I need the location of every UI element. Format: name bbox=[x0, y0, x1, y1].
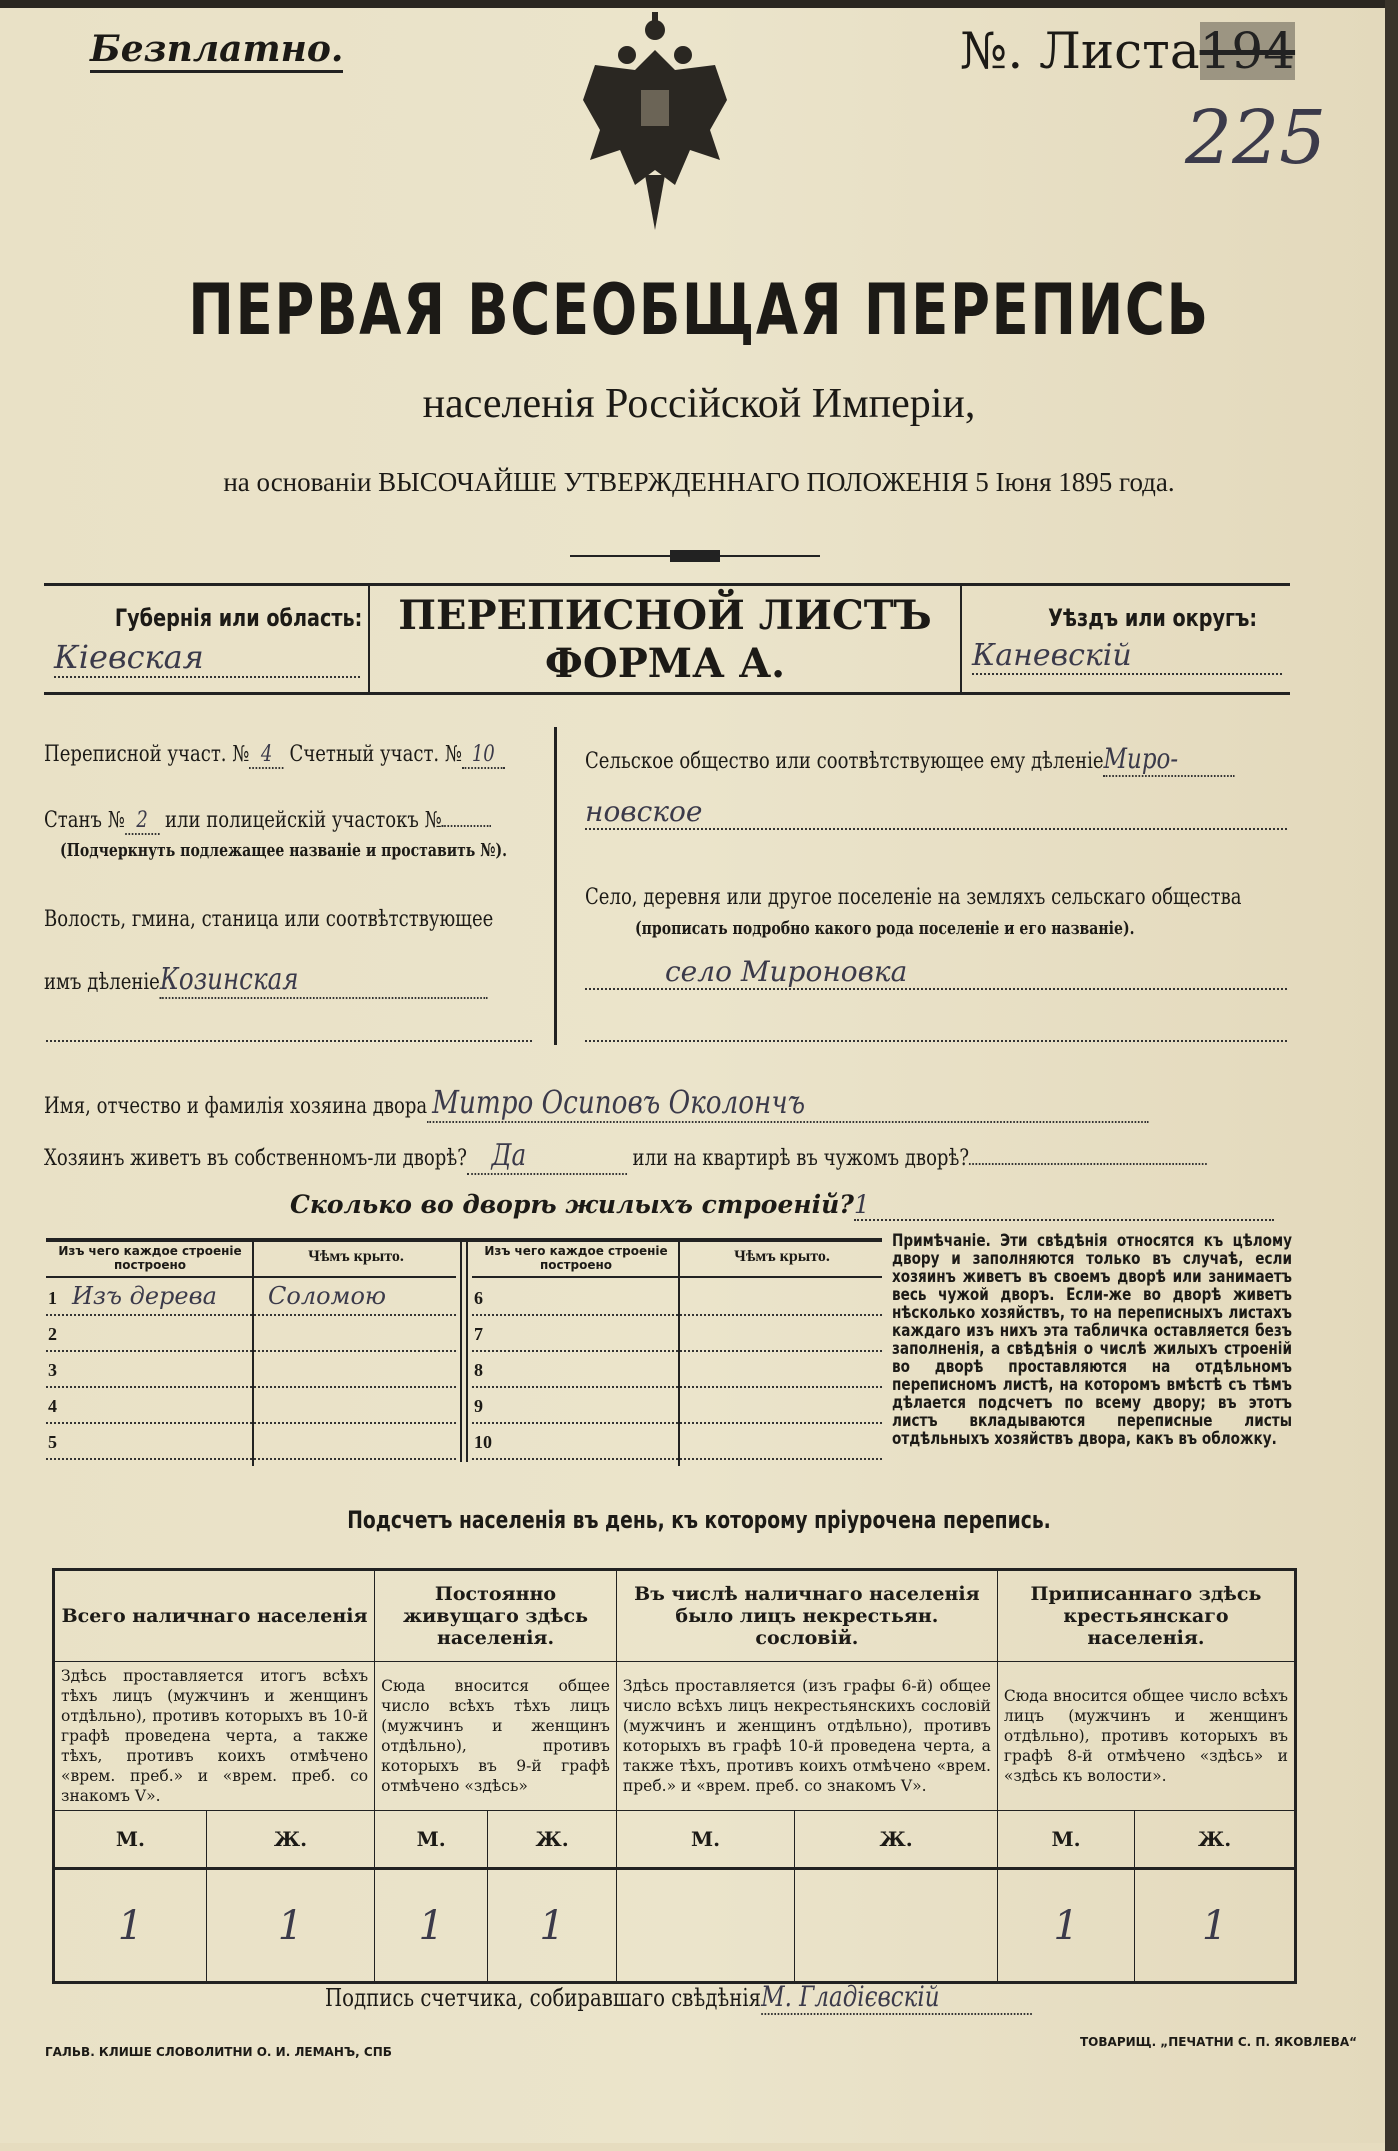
enumerator-signature: М. Гладієвскій bbox=[761, 1980, 1032, 2015]
building-material: Изъ дерева bbox=[72, 1282, 217, 1310]
group-description: Сюда вносится общее число всѣхъ тѣхъ лицъ (мужчинъ и женщинъ отдѣльно), противъ которыхъ въ 9-й графѣ отмѣчено «здѣсь» bbox=[375, 1662, 617, 1811]
scan-edge bbox=[1385, 0, 1398, 2151]
row-number: 3 bbox=[48, 1360, 57, 1380]
form-header bbox=[44, 583, 1290, 695]
male-header: М. bbox=[616, 1811, 794, 1869]
buildings-row bbox=[46, 1354, 456, 1388]
rented-label: или на квартирѣ въ чужомъ дворѣ? bbox=[632, 1146, 970, 1171]
village-value: село Мироновка bbox=[585, 955, 1287, 990]
col-roof-header: Чѣмъ крыто. bbox=[734, 1248, 830, 1265]
signature-row bbox=[325, 1980, 1032, 2015]
column-divider bbox=[554, 727, 557, 1045]
stan-row bbox=[44, 808, 491, 833]
group-title: Постоянно живущаго здѣсь населенія. bbox=[375, 1570, 617, 1662]
count-heading-wrap bbox=[0, 1506, 1398, 1534]
blank-line bbox=[46, 1040, 532, 1042]
sheet-number-label: №. Листа bbox=[960, 22, 1200, 80]
buildings-subtable bbox=[46, 1242, 456, 1462]
female-count: 1 bbox=[488, 1869, 617, 1983]
volost-label-2: имъ дѣленіе bbox=[44, 970, 160, 995]
free-label: Безплатно. bbox=[90, 28, 343, 73]
stan-label: Станъ № bbox=[44, 808, 125, 833]
col-roof-header: Чѣмъ крыто. bbox=[308, 1248, 404, 1265]
own-yard-row bbox=[44, 1138, 1207, 1175]
owner-label: Имя, отчество и фамилія хозяина двора bbox=[44, 1094, 428, 1119]
count-heading: Подсчетъ населенія въ день, къ которому пріурочена перепись. bbox=[347, 1506, 1051, 1534]
police-label: или полицейскій участокъ № bbox=[165, 808, 442, 833]
double-headed-eagle-emblem bbox=[575, 10, 735, 235]
document-title: ПЕРВАЯ ВСЕОБЩАЯ ПЕРЕПИСЬ bbox=[188, 269, 1210, 351]
buildings-row bbox=[472, 1318, 882, 1352]
group-title: Приписаннаго здѣсь крестьянскаго населенія. bbox=[997, 1570, 1295, 1662]
form-subtitle: ФОРМА А. bbox=[544, 640, 786, 687]
owner-row bbox=[44, 1083, 1149, 1123]
male-header: М. bbox=[997, 1811, 1134, 1869]
owner-value: Митро Осиповъ Околончъ bbox=[427, 1083, 1149, 1123]
form-title-text: ПЕРЕПИСНОЙ ЛИСТЪ bbox=[398, 592, 932, 639]
printer-credit-right: ТОВАРИЩ. „ПЕЧАТНИ С. П. ЯКОВЛЕВА“ bbox=[1080, 2035, 1358, 2049]
female-header: Ж. bbox=[1135, 1811, 1296, 1869]
uezd-box bbox=[960, 586, 1290, 692]
form-title bbox=[370, 592, 960, 688]
ornament-divider bbox=[570, 547, 820, 565]
row-number: 1 bbox=[48, 1288, 57, 1308]
society-row bbox=[585, 742, 1235, 777]
male-count bbox=[616, 1869, 794, 1983]
double-divider bbox=[460, 1242, 468, 1462]
village-label: Село, деревня или другое поселеніе на земляхъ сельскаго общества bbox=[585, 885, 1242, 910]
buildings-row bbox=[472, 1426, 882, 1460]
gubernia-box bbox=[44, 586, 370, 692]
female-count: 1 bbox=[1135, 1869, 1296, 1983]
legal-basis: на основаніи ВЫСОЧАЙШЕ УТВЕРЖДЕННАГО ПОЛОЖЕНІЯ 5 Іюня 1895 года. bbox=[223, 467, 1175, 497]
census-district-label: Переписной участ. № bbox=[44, 742, 250, 767]
sheet-number bbox=[960, 22, 1295, 80]
male-count: 1 bbox=[375, 1869, 488, 1983]
group-description: Здѣсь проставляется итогъ всѣхъ тѣхъ лицъ (мужчинъ и женщинъ отдѣльно), противъ которыхъ въ 10-й графѣ проведена черта, а также тѣхъ, противъ коихъ отмѣчено «врем. преб.» и «врем. преб. со знакомъ V». bbox=[54, 1662, 375, 1811]
stan-value: 2 bbox=[125, 808, 159, 835]
building-roof: Соломою bbox=[268, 1282, 387, 1310]
note-text: Примѣчаніе. Эти свѣдѣнія относятся къ цѣлому двору и заполняются только въ случаѣ, если хозяинъ живетъ въ своемъ дворѣ или занимаетъ весь чужой дворъ. Если-же во дворѣ живетъ нѣсколько хозяйствъ, то на переписныхъ листахъ каждаго изъ нихъ эта табличка оставляется безъ заполненія, а свѣдѣнія о числѣ жилыхъ строеній во дворѣ проставляются на отдѣльномъ переписномъ листѣ, на которомъ вмѣстѣ съ тѣмъ дѣлается подсчетъ по всему двору; въ этотъ листъ вкладываются переписные листы отдѣльныхъ хозяйствъ двора, какъ въ обложку. bbox=[892, 1231, 1292, 1449]
row-number: 9 bbox=[474, 1396, 483, 1416]
uezd-label: Уѣздъ или округъ: bbox=[1048, 604, 1258, 632]
buildings-row bbox=[46, 1390, 456, 1424]
volost-label: Волость, гмина, станица или соотвѣтствующее bbox=[44, 907, 494, 932]
blank-line bbox=[585, 1040, 1287, 1042]
row-number: 2 bbox=[48, 1324, 57, 1344]
buildings-value: 1 bbox=[854, 1190, 1274, 1221]
scan-edge bbox=[0, 0, 1398, 8]
buildings-row bbox=[472, 1282, 882, 1316]
sheet-number-printed: 194 bbox=[1199, 22, 1296, 80]
buildings-label: Сколько во дворѣ жилыхъ строеній? bbox=[290, 1190, 854, 1219]
sheet-number-handwritten: 225 bbox=[1185, 95, 1327, 181]
own-yard-label: Хозяинъ живетъ въ собственномъ-ли дворѣ? bbox=[44, 1146, 467, 1171]
female-header: Ж. bbox=[488, 1811, 617, 1869]
volost-row bbox=[44, 962, 488, 999]
group-title: Всего наличнаго населенія bbox=[54, 1570, 375, 1662]
buildings-row bbox=[472, 1390, 882, 1424]
row-number: 4 bbox=[48, 1396, 57, 1416]
count-district-value: 10 bbox=[462, 742, 505, 769]
census-district-value: 4 bbox=[249, 742, 283, 769]
female-header: Ж. bbox=[206, 1811, 374, 1869]
society-value: Миро- bbox=[1104, 742, 1235, 777]
col-material-header: Изъ чего каждое строеніе построено bbox=[484, 1244, 668, 1272]
buildings-subtable bbox=[472, 1242, 882, 1462]
row-number: 6 bbox=[474, 1288, 483, 1308]
buildings-row bbox=[472, 1354, 882, 1388]
group-description: Здѣсь проставляется (изъ графы 6-й) общее число всѣхъ лицъ некрестьянскихъ сословій (мужчинъ и женщинъ отдѣльно), противъ которыхъ въ графѣ 10-й проведена черта, а также тѣхъ, противъ коихъ отмѣчено «врем. преб.» и «врем. преб. со знакомъ V». bbox=[616, 1662, 997, 1811]
gubernia-value: Кіевская bbox=[54, 638, 360, 678]
buildings-table bbox=[46, 1238, 882, 1462]
gubernia-label: Губернія или область: bbox=[114, 604, 363, 632]
male-header: М. bbox=[375, 1811, 488, 1869]
uezd-value: Каневскій bbox=[972, 638, 1282, 675]
row-number: 5 bbox=[48, 1432, 57, 1452]
signature-label: Подпись счетчика, собиравшаго свѣдѣнія bbox=[325, 1984, 762, 2012]
village-hint: (прописать подробно какого рода поселеніе и его названіе). bbox=[635, 918, 1135, 939]
row-number: 10 bbox=[474, 1432, 492, 1452]
buildings-row bbox=[46, 1426, 456, 1460]
female-count: 1 bbox=[206, 1869, 374, 1983]
society-label: Сельское общество или соотвѣтствующее ему дѣленіе bbox=[585, 749, 1104, 774]
printer-credit-left: ГАЛЬВ. КЛИШЕ СЛОВОЛИТНИ О. И. ЛЕМАНЪ, СПБ bbox=[45, 2045, 392, 2059]
col-material-header: Изъ чего каждое строеніе построено bbox=[58, 1244, 242, 1272]
row-number: 8 bbox=[474, 1360, 483, 1380]
own-yard-value: Да bbox=[467, 1138, 627, 1175]
female-header: Ж. bbox=[795, 1811, 998, 1869]
male-count: 1 bbox=[54, 1869, 207, 1983]
society-value-continued: новское bbox=[585, 795, 1287, 830]
district-row bbox=[44, 742, 505, 767]
document-subtitle: населенія Россійской Имперіи, bbox=[422, 381, 976, 427]
volost-value: Козинская bbox=[160, 962, 488, 999]
male-count: 1 bbox=[997, 1869, 1134, 1983]
buildings-row bbox=[46, 1318, 456, 1352]
group-title: Въ числѣ наличнаго населенія было лицъ некрестьян. сословій. bbox=[616, 1570, 997, 1662]
buildings-row bbox=[290, 1190, 1274, 1221]
population-count-table bbox=[52, 1568, 1297, 1984]
male-header: М. bbox=[54, 1811, 207, 1869]
count-district-label: Счетный участ. № bbox=[289, 742, 462, 767]
underline-hint: (Подчеркнуть подлежащее названіе и проставить №). bbox=[60, 840, 508, 861]
row-number: 7 bbox=[474, 1324, 483, 1344]
buildings-row bbox=[46, 1282, 456, 1316]
group-description: Сюда вносится общее число всѣхъ лицъ (мужчинъ и женщинъ отдѣльно), противъ которыхъ въ графѣ 8-й отмѣчено «здѣсь» и «здѣсь къ волости». bbox=[997, 1662, 1295, 1811]
female-count bbox=[795, 1869, 998, 1983]
